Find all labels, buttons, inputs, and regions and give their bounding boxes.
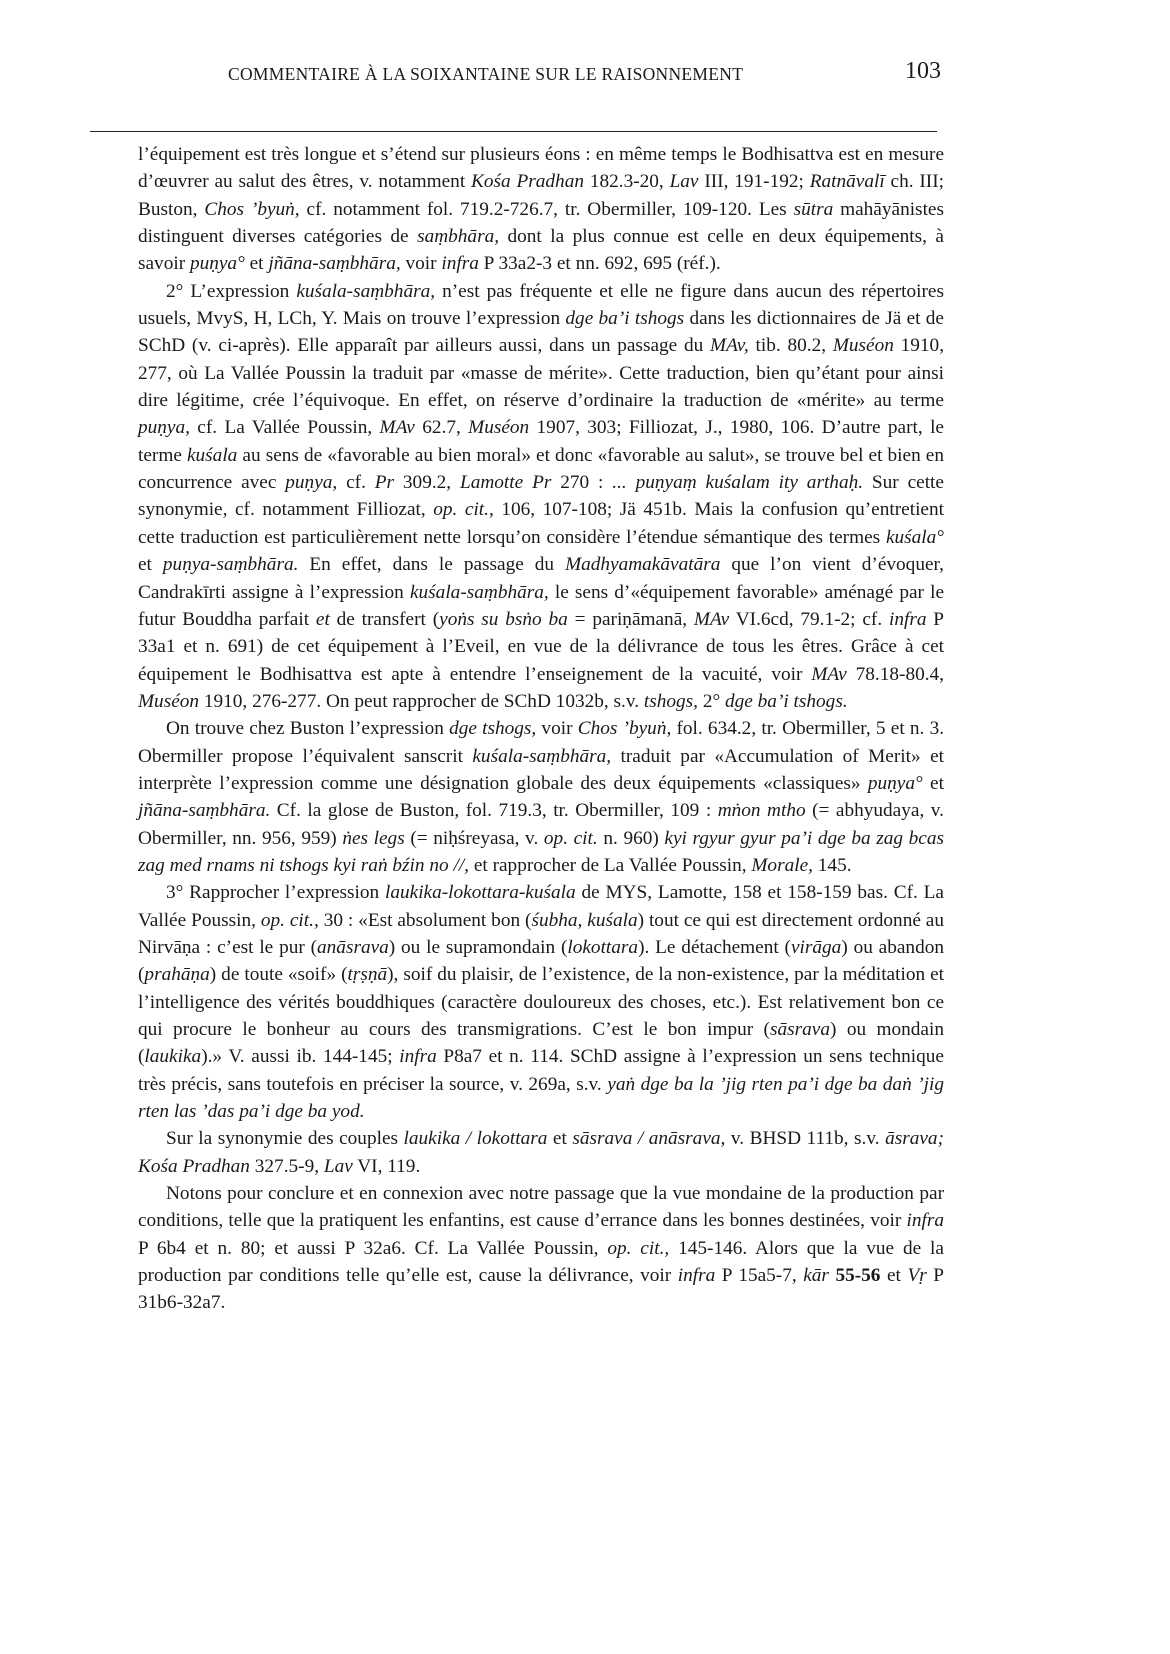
- text-run: que l’on vient d’évoquer, Candrakīrti assigne à l’expression: [138, 554, 944, 603]
- text-run: 145-146. Alors que la vue de la production par conditions telle qu’elle est, cause la délivrance, voir: [138, 1237, 944, 1287]
- italic-run: laukika-lokottara-kuśala: [385, 882, 576, 904]
- text-run: Notons pour conclure et en connexion avec notre passage que la vue mondaine de la production par conditions, telle que la pratiquent les enfantins, est cause d’errance dans les bonnes destinées, voir: [138, 1183, 944, 1232]
- italic-run: tshogs,: [643, 690, 698, 712]
- text-run: et: [138, 554, 163, 576]
- text-run: En effet, dans le passage du: [298, 554, 566, 576]
- italic-run: infra: [906, 1210, 944, 1232]
- body-text: [138, 141, 944, 1317]
- italic-run: anāsrava: [317, 936, 389, 958]
- text-run: 327.5-9,: [249, 1155, 324, 1177]
- italic-run: dge ba’i tshogs.: [725, 690, 848, 712]
- paragraph: [138, 1125, 944, 1180]
- text-run: VI.6cd, 79.1-2; cf.: [729, 608, 889, 630]
- text-run: P8a7 et n. 114. SChD assigne à l’expression un sens technique très précis, sans toutefois en préciser la source, v. 269a, s.v.: [138, 1046, 944, 1095]
- italic-run: kuśala-saṃbhāra,: [296, 280, 436, 302]
- text-run: ) tout ce qui est directement ordonné au Nirvāṇa : c’est le pur (: [138, 909, 945, 958]
- italic-run: puṇya°: [867, 772, 923, 794]
- text-run: 2° L’expression: [166, 280, 297, 302]
- italic-run: kuśala: [186, 444, 238, 466]
- text-run: et: [244, 253, 269, 275]
- italic-run: Lav: [323, 1155, 353, 1177]
- text-run: et: [880, 1265, 908, 1287]
- text-run: (= abhyudaya, v. Obermiller, nn. 956, 959): [138, 800, 944, 849]
- text-run: dont la plus connue est celle en deux équipements, à savoir: [138, 226, 944, 275]
- italic-run: Pr: [374, 472, 395, 494]
- italic-run: dge tshogs,: [449, 718, 537, 740]
- text-run: P 33a1 et n. 691) de cet équipement à l’Eveil, en vue de la délivrance de tous les êtres. Grâce à cet équipement le Bodhisattva est apte à entendre l’enseignement de la vacuité, voir: [138, 608, 945, 685]
- text-run: P 6b4 et n. 80; et aussi P 32a6. Cf. La Vallée Poussin,: [138, 1237, 608, 1259]
- italic-run: Morale,: [751, 854, 813, 876]
- italic-run: dge ba’i tshogs: [565, 308, 685, 330]
- text-run: de MYS, Lamotte, 158 et 158-159 bas. Cf. La Vallée Poussin,: [138, 882, 944, 931]
- text-run: Cf. la glose de Buston, fol. 719.3, tr. Obermiller, 109 :: [270, 800, 718, 822]
- italic-run: infra: [441, 253, 479, 275]
- text-run: 30 : «Est absolument bon (: [318, 909, 532, 931]
- italic-run: MAv: [811, 663, 847, 685]
- text-run: le sens d’«équipement favorable» aménagé par le futur Bouddha parfait: [138, 581, 945, 630]
- italic-run: Muséon: [832, 335, 894, 357]
- text-run: cf. La Vallée Poussin,: [189, 417, 380, 439]
- text-run: ). Le détachement (: [638, 936, 791, 958]
- text-run: 145.: [812, 854, 852, 876]
- italic-run: āsrava;: [885, 1128, 944, 1150]
- italic-run: Madhyamakāvatāra: [565, 554, 721, 576]
- bold-run: 55-56: [835, 1265, 881, 1287]
- text-run: voir: [536, 718, 578, 740]
- italic-run: Lav: [669, 171, 699, 193]
- text-run: VI, 119.: [352, 1155, 421, 1177]
- italic-run: sūtra: [793, 198, 834, 220]
- italic-run: sāsrava: [769, 1019, 830, 1040]
- italic-run: ... puṇyaṃ kuśalam ity arthaḥ.: [612, 472, 864, 494]
- running-title: COMMENTAIRE À LA SOIXANTAINE SUR LE RAISONNEMENT: [228, 64, 744, 84]
- italic-run: ṅes legs: [342, 827, 405, 849]
- text-run: 309.2,: [394, 472, 460, 494]
- text-run: fol. 634.2, tr. Obermiller, 5 et n. 3. Obermiller propose l’équivalent sanscrit: [138, 718, 945, 767]
- italic-run: laukika / lokottara: [403, 1128, 548, 1150]
- italic-run: kār: [803, 1265, 829, 1287]
- text-run: P 15a5-7,: [715, 1265, 804, 1287]
- text-run: = pariṇāmanā,: [567, 608, 694, 630]
- text-run: n’est pas fréquente et elle ne figure dans aucun des répertoires usuels, MvyS, H, LCh, Y. Mais on trouve l’expression: [138, 280, 944, 330]
- text-run: cf.: [337, 472, 375, 494]
- text-run: 2°: [698, 690, 725, 712]
- italic-run: virāga: [790, 936, 842, 958]
- text-run: ).» V. aussi ib. 144-145;: [201, 1046, 400, 1068]
- text-run: ) ou mondain (: [138, 1019, 944, 1068]
- text-run: mahāyānistes distinguent diverses catégories de: [138, 198, 944, 248]
- text-run: traduit par «Accumulation of Merit» et interprète l’expression comme une désignation globale des deux équipements «classiques»: [138, 745, 944, 794]
- text-run: 1910, 277, où La Vallée Poussin la traduit par «masse de mérite». Cette traduction, bien qu’étant pour ainsi dire légitime, crée l’équivoque. En effet, on réserve d’ordinaire la traduction de «mérite» au terme: [138, 335, 945, 412]
- italic-run: kuśala-saṃbhāra,: [472, 745, 612, 767]
- paragraph: [138, 1180, 944, 1317]
- text-run: voir: [400, 253, 442, 275]
- italic-run: op. cit.,: [260, 909, 319, 931]
- italic-run: prahāṇa: [144, 964, 210, 986]
- header-rule: [90, 131, 937, 132]
- italic-run: et: [315, 608, 330, 630]
- text-run: ) ou abandon (: [138, 936, 944, 986]
- text-run: Sur la synonymie des couples: [166, 1128, 404, 1150]
- text-run: ch. III; Buston,: [138, 171, 944, 220]
- italic-run: jñāna-saṃbhāra.: [138, 800, 271, 822]
- text-run: On trouve chez Buston l’expression: [166, 718, 450, 740]
- italic-run: Chos ’byuṅ,: [204, 198, 300, 220]
- paragraph: [138, 879, 944, 1125]
- italic-run: lokottara: [567, 936, 639, 958]
- text-run: dans les dictionnaires de Jä et de SChD (v. ci-après). Elle apparaît par ailleurs aussi, dans un passage du: [138, 308, 944, 357]
- italic-run: Kośa Pradhan: [471, 171, 584, 193]
- italic-run: op. cit.,: [433, 499, 494, 521]
- italic-run: yoṅs su bsṅo ba: [439, 608, 568, 630]
- text-run: 270 :: [551, 472, 613, 494]
- paragraph: [138, 715, 944, 879]
- text-run: tib. 80.2,: [748, 335, 833, 357]
- italic-run: infra: [888, 608, 927, 630]
- italic-run: kuśala-saṃbhāra,: [409, 581, 549, 603]
- italic-run: infra: [399, 1046, 437, 1068]
- text-run: ), soif du plaisir, de l’existence, de la non-existence, par la méditation et l’intelligence des vérités bouddhiques (caractère douloureux des choses, etc.). Est relativement bon ce qui procure le bonheur au cours des transmigrations. C’est le bon impur (: [138, 964, 944, 1040]
- text-run: III, 191-192;: [698, 171, 810, 193]
- italic-run: kuśala°: [885, 526, 944, 548]
- text-run: P 33a2-3 et nn. 692, 695 (réf.).: [478, 253, 721, 275]
- italic-run: puṇya,: [138, 417, 190, 439]
- text-run: et rapprocher de La Vallée Poussin,: [469, 854, 752, 876]
- text-run: 62.7,: [414, 417, 469, 439]
- italic-run: Vṛ: [907, 1265, 927, 1287]
- text-run: et: [547, 1128, 573, 1150]
- text-run: l’équipement est très longue et s’étend sur plusieurs éons : en même temps le Bodhisattva est en mesure d’œuvrer au salut des êtres, v. notamment: [138, 144, 944, 193]
- paragraph: [138, 278, 944, 716]
- text-run: v. BHSD 111b, s.v.: [725, 1128, 886, 1150]
- italic-run: mṅon mtho: [717, 800, 806, 822]
- italic-run: op. cit.,: [607, 1237, 670, 1259]
- text-run: Sur cette synonymie, cf. notamment Filliozat,: [138, 472, 944, 521]
- italic-run: MAv: [379, 417, 415, 439]
- italic-run: Kośa Pradhan: [138, 1155, 250, 1177]
- italic-run: saṃbhāra,: [417, 226, 500, 248]
- italic-run: op. cit.: [543, 827, 598, 849]
- italic-run: MAv,: [710, 335, 749, 357]
- italic-run: puṇya,: [285, 472, 338, 494]
- italic-run: Muséon: [138, 690, 200, 712]
- text-run: 3° Rapprocher l’expression: [166, 882, 385, 904]
- italic-run: śubha, kuśala: [531, 909, 638, 931]
- italic-run: Lamotte Pr: [460, 472, 552, 494]
- text-run: 1907, 303; Filliozat, J., 1980, 106. D’autre part, le terme: [138, 417, 944, 466]
- paragraph: [138, 141, 944, 278]
- text-run: 1910, 276-277. On peut rapprocher de SChD 1032b, s.v.: [199, 690, 644, 712]
- page-number: 103: [905, 58, 941, 84]
- text-run: 78.18-80.4,: [846, 663, 945, 685]
- italic-run: puṇya-saṃbhāra.: [162, 554, 299, 576]
- italic-run: yaṅ dge ba la ’jig rten pa’i dge ba daṅ ’jig rten las ’das pa’i dge ba yod.: [138, 1073, 944, 1123]
- text-run: ) de toute «soif» (: [209, 964, 348, 986]
- italic-run: MAv: [693, 608, 730, 630]
- italic-run: infra: [677, 1265, 716, 1287]
- text-run: au sens de «favorable au bien moral» et donc «favorable au salut», se trouve bel et bien en concurrence avec: [138, 444, 944, 494]
- italic-run: Muséon: [468, 417, 530, 439]
- italic-run: Chos ’byuṅ,: [577, 718, 672, 740]
- text-run: P 31b6-32a7.: [138, 1265, 944, 1314]
- italic-run: sāsrava / anāsrava,: [572, 1128, 726, 1150]
- italic-run: tṛṣṇā: [347, 964, 388, 986]
- text-run: n. 960): [597, 827, 665, 849]
- text-run: cf. notamment fol. 719.2-726.7, tr. Obermiller, 109-120. Les: [299, 198, 794, 220]
- text-run: 182.3-20,: [583, 171, 670, 193]
- italic-run: kyi rgyur gyur pa’i dge ba zag bcas zag med rnams ni tshogs kyi raṅ bźin no //,: [138, 827, 945, 876]
- text-run: 106, 107-108; Jä 451b. Mais la confusion qu’entretient cette traduction est particulièrement nette lorsqu’on considère l’étendue sémantique des termes: [138, 499, 944, 548]
- italic-run: Ratnāvalī: [809, 171, 885, 193]
- italic-run: jñāna-saṃbhāra,: [268, 253, 401, 275]
- italic-run: puṇya°: [189, 253, 245, 275]
- text-run: ) ou le supramondain (: [388, 936, 568, 958]
- text-run: (= niḥśreyasa, v.: [404, 827, 544, 849]
- text-run: et: [922, 772, 944, 794]
- italic-run: laukika: [144, 1046, 202, 1068]
- text-run: de transfert (: [329, 608, 440, 630]
